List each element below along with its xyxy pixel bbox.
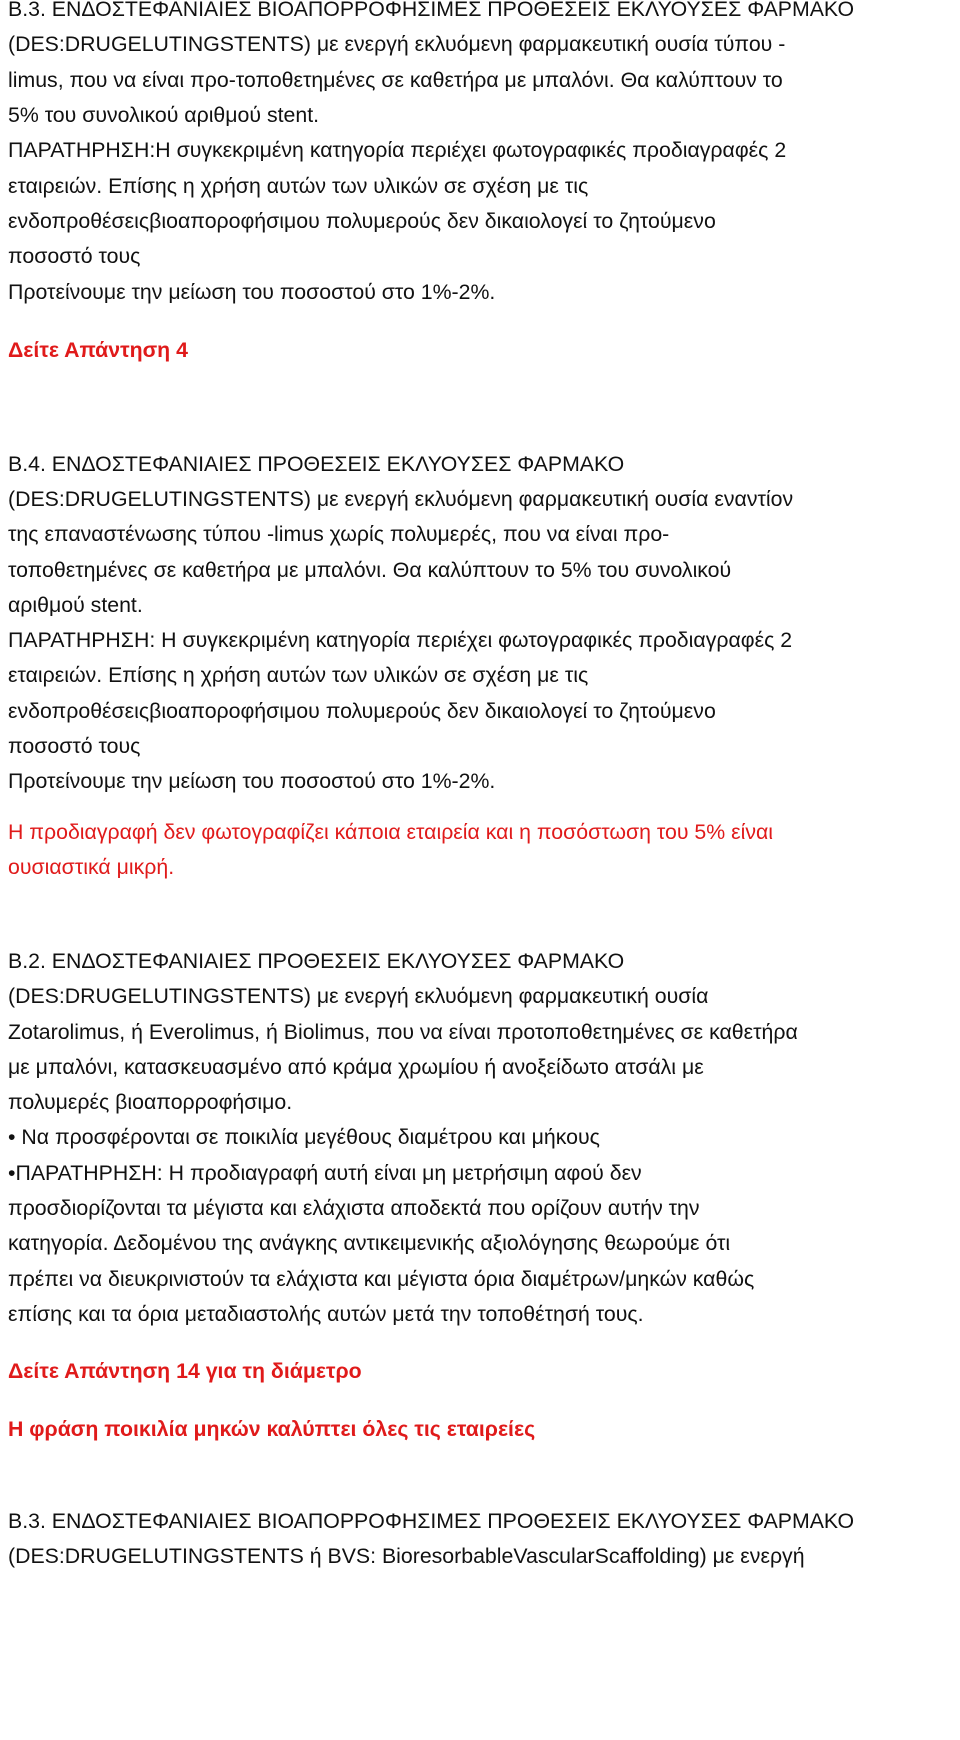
section-b3-text-line: limus, που να είναι προ-τοποθετημένες σε καθετήρα με μπαλόνι. Θα καλύπτουν το bbox=[8, 68, 783, 92]
section-b4-heading: Β.4. ΕΝΔΟΣΤΕΦΑΝΙΑΙΕΣ ΠΡΟΘΕΣΕΙΣ ΕΚΛΥΟΥΣΕΣ ΦΑΡΜΑΚΟ bbox=[8, 452, 625, 476]
section-b3-second-text-line: (DES:DRUGELUTINGSTENTS ή BVS: BioresorbableVascularScaffolding) με ενεργή bbox=[8, 1544, 805, 1568]
section-b3-proposal-line: Προτείνουμε την μείωση του ποσοστού στο 1%-2%. bbox=[8, 280, 496, 304]
section-b2-observation-line: •ΠΑΡΑΤΗΡΗΣΗ: Η προδιαγραφή αυτή είναι μη μετρήσιμη αφού δεν bbox=[8, 1161, 642, 1185]
section-b2-answer-note: Η φράση ποικιλία μηκών καλύπτει όλες τις εταιρείες bbox=[8, 1417, 536, 1441]
section-b2-bullet-line: • Να προσφέρονται σε ποικιλία μεγέθους διαμέτρου και μήκους bbox=[8, 1125, 600, 1149]
section-b3-observation-line: εταιρειών. Επίσης η χρήση αυτών των υλικών σε σχέση με τις bbox=[8, 174, 589, 198]
section-b4-observation-line: ΠΑΡΑΤΗΡΗΣΗ: Η συγκεκριμένη κατηγορία περιέχει φωτογραφικές προδιαγραφές 2 bbox=[8, 628, 793, 652]
section-b4-observation-line: ενδοπροθέσειςβιοαπορoφήσιμου πολυμερούς δεν δικαιολογεί το ζητούμενο bbox=[8, 699, 716, 723]
section-b3-text-line: (DES:DRUGELUTINGSTENTS) με ενεργή εκλυόμενη φαρμακευτική ουσία τύπου - bbox=[8, 32, 786, 56]
section-b4-answer-note: Η προδιαγραφή δεν φωτογραφίζει κάποια εταιρεία και η ποσόστωση του 5% είναι bbox=[8, 820, 774, 844]
section-b4-text-line: αριθμού stent. bbox=[8, 593, 143, 617]
section-b4-proposal-line: Προτείνουμε την μείωση του ποσοστού στο 1%-2%. bbox=[8, 769, 496, 793]
section-b4-observation-line: εταιρειών. Επίσης η χρήση αυτών των υλικών σε σχέση με τις bbox=[8, 663, 589, 687]
section-b2-observation-line: κατηγορία. Δεδομένου της ανάγκης αντικειμενικής αξιολόγησης θεωρούμε ότι bbox=[8, 1231, 731, 1255]
section-b2-text-line: πολυμερές βιοαπορροφήσιμο. bbox=[8, 1090, 293, 1114]
section-b2-observation-line: επίσης και τα όρια μεταδιαστολής αυτών μετά την τοποθέτησή τους. bbox=[8, 1302, 644, 1326]
section-b2-text-line: με μπαλόνι, κατασκευασμένο από κράμα χρωμίου ή ανοξείδωτο ατσάλι με bbox=[8, 1055, 704, 1079]
section-b2-text-line: (DES:DRUGELUTINGSTENTS) με ενεργή εκλυόμενη φαρμακευτική ουσία bbox=[8, 984, 709, 1008]
section-b4-text-line: (DES:DRUGELUTINGSTENTS) με ενεργή εκλυόμενη φαρμακευτική ουσία εναντίον bbox=[8, 487, 794, 511]
section-b3-observation-line: ποσοστό τους bbox=[8, 244, 141, 268]
section-b3-answer-note: Δείτε Απάντηση 4 bbox=[8, 338, 188, 362]
section-b3-observation-line: ΠΑΡΑΤΗΡΗΣΗ:Η συγκεκριμένη κατηγορία περιέχει φωτογραφικές προδιαγραφές 2 bbox=[8, 138, 787, 162]
section-b4-text-line: τοποθετημένες σε καθετήρα με μπαλόνι. Θα καλύπτουν το 5% του συνολικού bbox=[8, 558, 732, 582]
section-b3-second-heading: Β.3. ΕΝΔΟΣΤΕΦΑΝΙΑΙΕΣ ΒΙΟΑΠΟΡΡΟΦΗΣΙΜΕΣ ΠΡΟΘΕΣΕΙΣ ΕΚΛΥΟΥΣΕΣ ΦΑΡΜΑΚΟ bbox=[8, 1509, 855, 1533]
section-b4-answer-note: ουσιαστικά μικρή. bbox=[8, 855, 175, 879]
section-b3-heading: Β.3. ΕΝΔΟΣΤΕΦΑΝΙΑΙΕΣ ΒΙΟΑΠΟΡΡΟΦΗΣΙΜΕΣ ΠΡΟΘΕΣΕΙΣ ΕΚΛΥΟΥΣΕΣ ΦΑΡΜΑΚΟ bbox=[8, 0, 855, 21]
section-b4-observation-line: ποσοστό τους bbox=[8, 734, 141, 758]
section-b2-heading: Β.2. ΕΝΔΟΣΤΕΦΑΝΙΑΙΕΣ ΠΡΟΘΕΣΕΙΣ ΕΚΛΥΟΥΣΕΣ ΦΑΡΜΑΚΟ bbox=[8, 949, 625, 973]
section-b2-observation-line: πρέπει να διευκρινιστούν τα ελάχιστα και μέγιστα όρια διαμέτρων/μηκών καθώς bbox=[8, 1267, 755, 1291]
section-b4-text-line: της επαναστένωσης τύπου -limus χωρίς πολυμερές, που να είναι προ- bbox=[8, 522, 670, 546]
section-b3-text-line: 5% του συνολικού αριθμού stent. bbox=[8, 103, 320, 127]
section-b2-answer-note: Δείτε Απάντηση 14 για τη διάμετρο bbox=[8, 1359, 362, 1383]
section-b2-observation-line: προσδιορίζονται τα μέγιστα και ελάχιστα αποδεκτά που ορίζουν αυτήν την bbox=[8, 1196, 700, 1220]
section-b3-observation-line: ενδοπροθέσειςβιοαπορoφήσιμου πολυμερούς δεν δικαιολογεί το ζητούμενο bbox=[8, 209, 716, 233]
section-b2-text-line: Zotarolimus, ή Everolimus, ή Biolimus, που να είναι προτοποθετημένες σε καθετήρα bbox=[8, 1020, 798, 1044]
